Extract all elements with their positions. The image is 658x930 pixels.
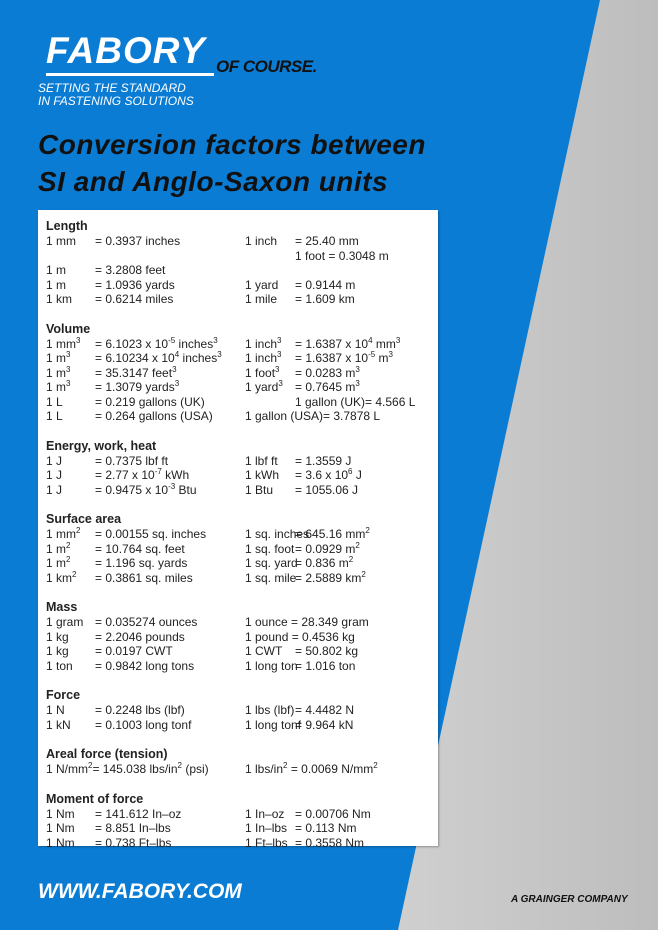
conversion-cell: = 8.851 In–lbs [95, 821, 171, 835]
conversion-cell: 1 gallon (UK)= 4.566 L [295, 394, 416, 409]
conversion-row [46, 703, 355, 718]
conversion-cell: = 50.802 kg [295, 644, 359, 658]
conversion-cell: 1 kN [46, 717, 71, 732]
logo-underline [46, 73, 214, 76]
conversion-cell: 1 pound = 0.4536 kg [245, 629, 355, 644]
section-gap [46, 777, 168, 791]
conversion-cell: 1 sq. foot [245, 541, 295, 556]
conversion-cell: 1 inch [245, 234, 278, 248]
conversion-row [46, 835, 365, 851]
conversion-cell: = 0.3861 sq. miles [95, 570, 193, 585]
conversion-cell: 1 $m^3$ [46, 364, 71, 380]
conversion-row [46, 263, 168, 278]
conversion-cell: = 1.0936 yards [95, 277, 175, 292]
conversion-cell: 1 kg [46, 644, 69, 658]
conversion-row [46, 555, 354, 571]
conversion-cell: = 0.9144 m [295, 277, 356, 292]
conversion-row [46, 379, 360, 395]
section-title: Force [46, 688, 81, 702]
conversion-cell: 1 lbs/$in^2 = 0.0069$ $N/mm^2$ [245, 761, 378, 776]
conversion-cell: = 3.2808 feet [95, 263, 166, 277]
conversion-cell: 1 mile [245, 292, 278, 306]
conversion-cell: = 9.964 kN [295, 717, 354, 732]
conversion-cell: = 25.40 mm [295, 234, 359, 248]
conversion-cell: 1 ounce = 28.349 gram [245, 615, 369, 629]
conversion-cell: = 1.3559 J [295, 453, 352, 468]
conversion-cell: = 6.10234 x $10^4$ inches$^3$ [95, 350, 222, 365]
section-title: Areal force (tension) [46, 747, 168, 761]
tagline-line-1: SETTING THE STANDARD [38, 81, 186, 95]
section-title: Mass [46, 600, 78, 614]
conversion-row [46, 248, 389, 264]
conversion-cell: = 6.1023 x $10^{-5}$ inches$^3$ [95, 335, 218, 351]
conversion-cell: = 0.1003 long tonf [95, 717, 192, 732]
conversion-cell: 1 inch$^3$ [245, 335, 282, 351]
page-title-line-1: Conversion factors between [38, 129, 426, 160]
conversion-cell: 1 ton [46, 658, 73, 673]
conversion-row [46, 453, 352, 469]
website-link[interactable]: WWW.FABORY.COM [38, 880, 242, 903]
conversion-cell: 1 $m^2$ [46, 555, 71, 570]
conversion-cell: 1 In–oz [245, 806, 285, 821]
conversion-cell: = 0.9842 long tons [95, 658, 195, 673]
conversion-row [46, 806, 371, 822]
conversion-cell: 1 L [46, 409, 63, 423]
conversion-row [46, 234, 359, 249]
conversion-cell: 1 In–lbs [245, 821, 288, 835]
conversion-cell: = 35.3147 feet$^3$ [95, 364, 177, 380]
conversion-cell: 1 $mm^3$ [46, 335, 81, 351]
conversion-cell: 1 $km^2$ [46, 569, 77, 585]
conversion-cell: = 141.612 In–oz [95, 806, 182, 821]
conversion-cell: 1 sq. mile [245, 570, 297, 585]
tagline [38, 82, 194, 108]
conversion-row [46, 526, 370, 542]
conversion-cell: = 0.3558 Nm [295, 835, 365, 850]
conversion-row [46, 569, 366, 586]
conversion-cell: 1 kg [46, 629, 69, 644]
conversion-cell: = 0.9475 x $10^{-3}$ Btu [95, 481, 197, 497]
conversion-cell: 1 J [46, 453, 63, 468]
section-title: Energy, work, heat [46, 438, 157, 453]
conversion-cell: 1 kWh [245, 468, 280, 482]
section-gap [46, 732, 168, 746]
logo-word: FABORY [46, 30, 206, 71]
conversion-cell: 1 $N/mm^2= 145.038$ lbs/$in^2$ (psi) [46, 761, 209, 776]
conversion-cell: 1 yard$^3$ [245, 379, 283, 394]
conversion-cell: = 1.016 ton [295, 658, 356, 673]
conversion-cell: = 2.2046 pounds [95, 629, 185, 644]
section-gap [46, 585, 168, 599]
conversion-cell: 1 Ft–lbs [245, 835, 288, 850]
conversion-table [46, 218, 416, 850]
conversion-row [46, 394, 416, 410]
tagline-line-2: IN FASTENING SOLUTIONS [38, 94, 194, 108]
conversion-cell: 1 Nm [46, 806, 75, 821]
conversion-row [46, 644, 359, 659]
conversion-cell: = 2.77 x $10^{-7}$ kWh [95, 467, 190, 482]
conversion-cell: = 0.00706 Nm [295, 806, 371, 821]
conversion-cell: = 0.219 gallons (UK) [95, 394, 205, 409]
conversion-cell: = 0.836 $m^2$ [295, 555, 354, 570]
conversion-cell: = 4.4482 N [295, 703, 355, 717]
conversion-cell: 1 inch$^3$ [245, 350, 282, 365]
conversion-row [46, 277, 356, 293]
conversion-row [46, 717, 354, 733]
conversion-cell: = 0.7375 lbf ft [95, 453, 169, 468]
section-gap [46, 673, 168, 687]
conversion-cell: = 1.3079 yards$^3$ [95, 379, 180, 394]
conversion-cell: 1 $m^3$ [46, 379, 71, 394]
conversion-row [46, 292, 355, 307]
page-title-line-2: SI and Anglo-Saxon units [38, 166, 389, 197]
conversion-cell: = 0.035274 ounces [95, 615, 198, 629]
conversion-cell: 1 sq. inches [245, 527, 310, 541]
conversion-cell: = 0.00155 sq. inches [95, 527, 207, 541]
conversion-cell: 1 lbf ft [245, 453, 278, 468]
conversion-cell: 1 lbs (lbf) [245, 703, 295, 717]
conversion-row [46, 615, 369, 630]
conversion-cell: = 0.3937 inches [95, 234, 181, 248]
conversion-cell: 1 N [46, 703, 65, 717]
conversion-cell: = 1.6387 x $10^{-5}$ $m^3$ [295, 350, 393, 365]
conversion-cell: = 1.609 km [295, 292, 355, 306]
conversion-row [46, 467, 362, 483]
conversion-cell: 1 gram [46, 615, 84, 629]
conversion-table-card [38, 210, 438, 850]
conversion-cell: = 0.738 Ft–lbs [95, 835, 172, 850]
logo-slogan: OF COURSE. [216, 57, 317, 76]
conversion-cell: = 2.5889 $km^2$ [295, 569, 366, 585]
section-title: Surface area [46, 512, 122, 526]
conversion-cell: = 0.7645 $m^3$ [295, 379, 360, 394]
conversion-cell: = 0.0283 $m^3$ [295, 364, 360, 380]
conversion-cell: = 0.264 gallons (USA) [95, 409, 213, 423]
section-gap [46, 307, 168, 321]
conversion-cell: 1 long ton [245, 658, 298, 673]
conversion-cell: 1 gallon (USA)= 3.7878 L [245, 409, 381, 423]
conversion-cell: 1 L [46, 394, 63, 409]
conversion-cell: 1 foot$^3$ [245, 364, 280, 380]
conversion-row [46, 629, 355, 645]
section-gap [46, 424, 168, 438]
conversion-cell: = 1.6387 x $10^4$ $mm^3$ [295, 335, 401, 351]
conversion-row [46, 364, 360, 381]
conversion-cell: 1 yard [245, 277, 279, 292]
conversion-row [46, 658, 356, 674]
section-title: Length [46, 219, 88, 233]
conversion-cell: 1 km [46, 292, 73, 306]
conversion-cell: = 0.113 Nm [295, 821, 357, 835]
conversion-cell: = 0.0197 CWT [95, 644, 173, 658]
conversion-cell: 1 long tonf [245, 717, 302, 732]
conversion-row [46, 335, 401, 352]
conversion-cell: 1 J [46, 482, 63, 497]
conversion-row [46, 761, 378, 777]
conversion-cell: 1 m [46, 263, 67, 277]
conversion-cell: 1 sq. yard [245, 556, 298, 570]
conversion-cell: 1 Nm [46, 821, 75, 835]
page-title [38, 126, 426, 200]
conversion-cell: = 3.6 x $10^6$ J [295, 467, 362, 482]
conversion-cell: = 1055.06 J [295, 482, 359, 497]
conversion-row [46, 409, 381, 424]
conversion-cell: 1 $m^3$ [46, 350, 71, 365]
conversion-cell: 1 Btu [245, 482, 274, 497]
section-title: Volume [46, 321, 91, 336]
conversion-row [46, 350, 393, 366]
conversion-cell: 1 mm [46, 234, 76, 248]
conversion-cell: 1 foot = 0.3048 m [295, 248, 389, 263]
conversion-cell: = 645.16 $mm^2$ [295, 526, 370, 541]
conversion-cell: = 1.196 sq. yards [95, 556, 188, 570]
conversion-cell: = 10.764 sq. feet [95, 541, 185, 556]
conversion-row [46, 540, 360, 557]
conversion-cell: 1 m [46, 277, 67, 292]
section-gap [46, 497, 168, 511]
conversion-cell: = 0.0929 $m^2$ [295, 540, 360, 556]
conversion-cell: 1 Nm [46, 835, 75, 850]
conversion-cell: 1 $m^2$ [46, 540, 71, 556]
section-title: Moment of force [46, 791, 144, 806]
company-tagline: A GRAINGER COMPANY [511, 894, 628, 905]
conversion-cell: 1 CWT [245, 644, 283, 658]
conversion-cell: = 0.2248 lbs (lbf) [95, 703, 185, 717]
conversion-cell: 1 $mm^2$ [46, 526, 81, 541]
conversion-row [46, 821, 357, 836]
conversion-cell: 1 J [46, 468, 63, 482]
conversion-cell: = 0.6214 miles [95, 292, 174, 306]
conversion-row [46, 481, 359, 498]
